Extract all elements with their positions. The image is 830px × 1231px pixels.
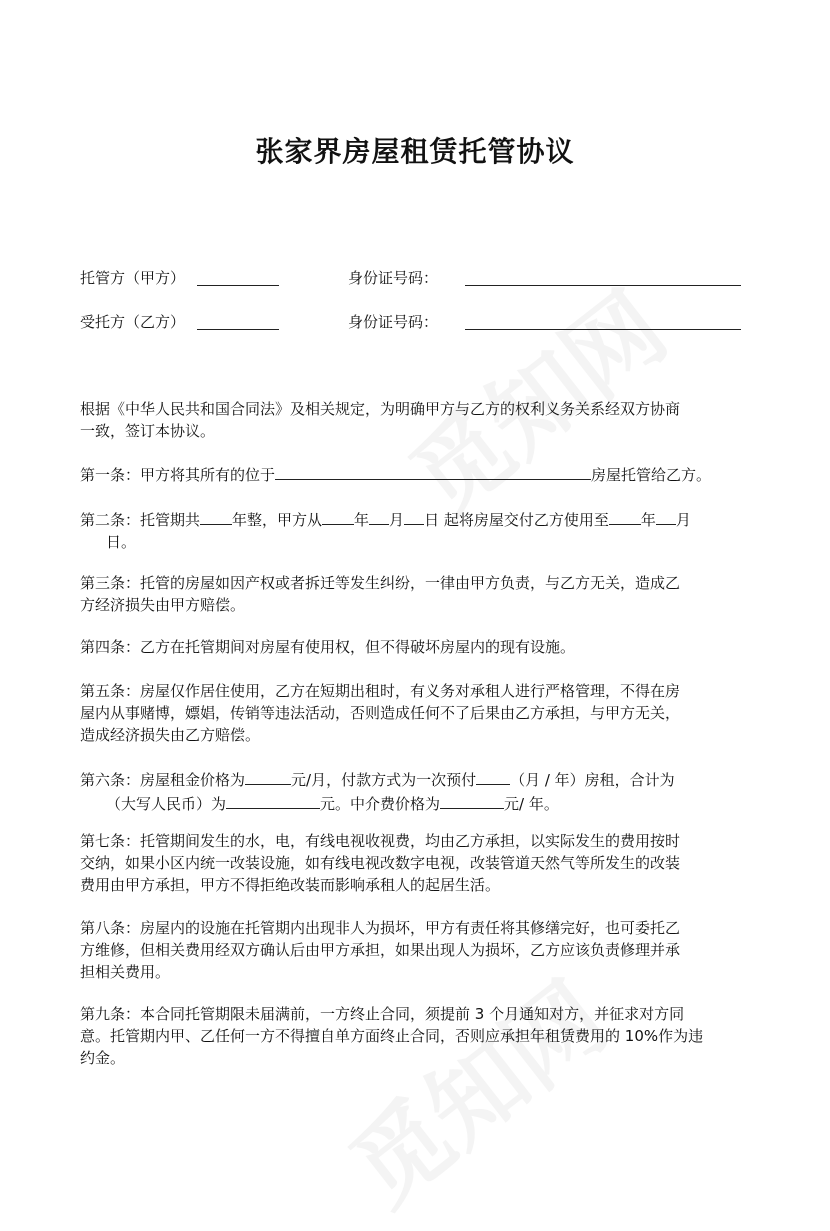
party-b-id-blank: [465, 329, 741, 330]
article-6-text: （月 / 年）房租，合计为: [510, 771, 675, 789]
article-5-line: 第五条：房屋仅作居住使用，乙方在短期出租时，有义务对承租人进行严格管理，不得在房: [80, 682, 681, 700]
article-2-text: 日。: [106, 533, 137, 551]
article-7: [80, 830, 760, 896]
article-8-line: 第八条：房屋内的设施在托管期内出现非人为损坏，甲方有责任将其修缮完好，也可委托乙: [80, 919, 681, 937]
article-2-text: 第二条：托管期共: [80, 511, 201, 529]
article-2-text: 年: [354, 511, 370, 529]
total-uppercase-blank: [226, 791, 320, 809]
article-9-line: 第九条：本合同托管期限未届满前，一方终止合同，须提前 3 个月通知对方，并征求对方同: [80, 1005, 685, 1023]
start-day-blank: [404, 507, 424, 525]
article-6-text: 元/ 年。: [504, 795, 559, 813]
article-4-line: 第四条：乙方在托管期间对房屋有使用权，但不得破坏房屋内的现有设施。: [80, 638, 576, 656]
article-1: [80, 462, 760, 486]
article-8-line: 担相关费用。: [80, 963, 171, 981]
article-2-text: 年: [640, 511, 656, 529]
party-a-row: [80, 267, 760, 289]
article-6-text: 第六条：房屋租金价格为: [80, 771, 246, 789]
article-1-text: 第一条：甲方将其所有的位于: [80, 466, 276, 484]
party-b-row: [80, 311, 760, 333]
article-2: [80, 507, 760, 553]
article-3-line: 方经济损失由甲方赔偿。: [80, 596, 246, 614]
start-month-blank: [369, 507, 389, 525]
party-a-label: 托管方（甲方）: [80, 269, 186, 287]
article-9-line: 意。托管期内甲、乙任何一方不得擅自单方面终止合同，否则应承担年租赁费用的 10%作为违: [80, 1027, 704, 1045]
article-5-line: 造成经济损失由乙方赔偿。: [80, 726, 261, 744]
end-year-blank: [609, 507, 641, 525]
article-2-text: 月: [675, 511, 691, 529]
party-b-id-label: 身份证号码：: [348, 313, 439, 331]
article-8-line: 方维修，但相关费用经双方确认后由甲方承担，如果出现人为损坏，乙方应该负责修理并承: [80, 941, 681, 959]
party-a-id-label: 身份证号码：: [348, 269, 439, 287]
party-a-id-blank: [465, 285, 741, 286]
article-4: [80, 636, 760, 658]
article-2-text: 月: [389, 511, 405, 529]
article-3: [80, 572, 760, 616]
prepay-period-blank: [476, 767, 510, 785]
article-3-line: 第三条：托管的房屋如因产权或者拆迁等发生纠纷，一律由甲方负责，与乙方无关，造成乙: [80, 574, 681, 592]
article-7-line: 第七条：托管期间发生的水，电，有线电视收视费，均由乙方承担，以实际发生的费用按时: [80, 832, 681, 850]
party-a-name-blank: [197, 285, 279, 286]
intro-paragraph: [80, 398, 760, 442]
article-7-line: 交纳，如果小区内统一改装设施，如有线电视改数字电视，改装管道天然气等所发生的改装: [80, 854, 681, 872]
party-b-label: 受托方（乙方）: [80, 313, 186, 331]
rent-blank: [245, 767, 291, 785]
article-2-text: 年整，甲方从: [232, 511, 323, 529]
article-7-line: 费用由甲方承担，甲方不得拒绝改装而影响承租人的起居生活。: [80, 876, 501, 894]
watermark: [318, 946, 629, 1231]
article-9: [80, 1003, 760, 1069]
article-6-text: 元/月，付款方式为一次预付: [291, 771, 477, 789]
intro-line: 一致，签订本协议。: [80, 422, 216, 440]
agency-fee-blank: [440, 791, 504, 809]
article-8: [80, 917, 760, 983]
document-title: 张家界房屋租赁托管协议: [255, 135, 575, 168]
location-blank: [275, 462, 591, 480]
term-years-blank: [200, 507, 232, 525]
party-b-name-blank: [197, 329, 279, 330]
start-year-blank: [322, 507, 354, 525]
article-2-text: 日 起将房屋交付乙方使用至: [424, 511, 609, 529]
article-6: [80, 767, 760, 815]
intro-line: 根据《中华人民共和国合同法》及相关规定，为明确甲方与乙方的权利义务关系经双方协商: [80, 400, 681, 418]
article-6-text: （大写人民币）为: [106, 795, 227, 813]
end-month-blank: [656, 507, 676, 525]
article-5: [80, 680, 760, 746]
article-5-line: 屋内从事赌博，嫖娼，传销等违法活动，否则造成任何不了后果由乙方承担，与甲方无关，: [80, 704, 681, 722]
article-6-text: 元。中介费价格为: [320, 795, 441, 813]
article-9-line: 约金。: [80, 1049, 126, 1067]
article-1-text: 房屋托管给乙方。: [591, 466, 712, 484]
